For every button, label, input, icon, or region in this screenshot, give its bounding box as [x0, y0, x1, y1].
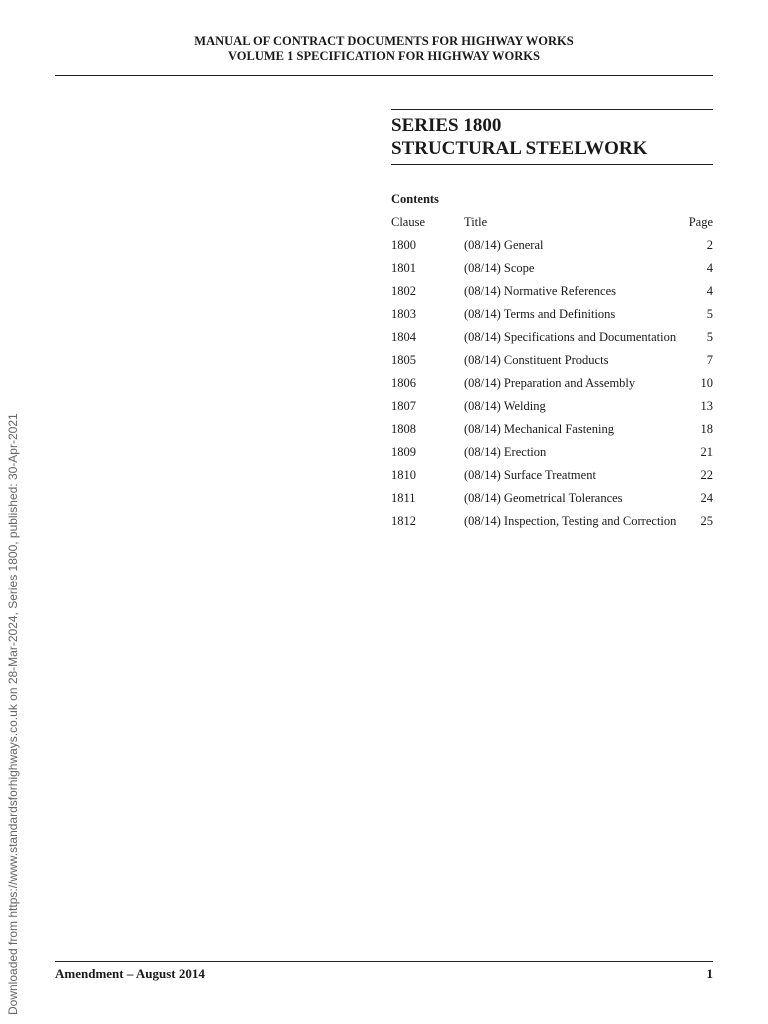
footer-page-number: 1: [706, 966, 713, 981]
row-page: 2: [706, 238, 713, 252]
header-volume-title: VOLUME 1 SPECIFICATION FOR HIGHWAY WORKS: [228, 49, 540, 63]
row-clause: 1803: [391, 307, 416, 321]
row-page: 5: [706, 307, 713, 321]
contents-header-row: [391, 215, 713, 238]
series-name: STRUCTURAL STEELWORK: [391, 138, 648, 159]
row-title: (08/14) Mechanical Fastening: [464, 422, 614, 436]
row-clause: 1812: [391, 514, 416, 528]
row-page: 5: [706, 330, 713, 344]
contents-row: [391, 491, 713, 514]
contents-row: [391, 307, 713, 330]
row-clause: 1808: [391, 422, 416, 436]
contents-row: [391, 468, 713, 491]
row-title: (08/14) Specifications and Documentation: [464, 330, 677, 344]
row-page: 7: [706, 353, 713, 367]
column-header-page: Page: [688, 215, 713, 229]
row-clause: 1805: [391, 353, 416, 367]
contents-row: [391, 422, 713, 445]
row-clause: 1810: [391, 468, 416, 482]
row-page: 4: [706, 261, 713, 275]
row-clause: 1807: [391, 399, 416, 413]
contents-row: [391, 330, 713, 353]
footer-divider: [55, 961, 713, 962]
contents-row: [391, 445, 713, 468]
series-top-divider: [391, 109, 713, 110]
row-title: (08/14) Scope: [464, 261, 535, 275]
contents-row: [391, 353, 713, 376]
row-title: (08/14) Surface Treatment: [464, 468, 596, 482]
row-page: 10: [700, 376, 713, 390]
row-page: 18: [700, 422, 713, 436]
contents-row: [391, 238, 713, 261]
header-divider: [55, 75, 713, 76]
row-page: 21: [700, 445, 713, 459]
row-clause: 1809: [391, 445, 416, 459]
row-clause: 1800: [391, 238, 416, 252]
row-clause: 1804: [391, 330, 416, 344]
series-title: [391, 114, 647, 160]
series-number: SERIES 1800: [391, 115, 502, 136]
document-header: [55, 34, 713, 64]
row-clause: 1811: [391, 491, 416, 505]
contents-table: [391, 215, 713, 537]
row-title: (08/14) General: [464, 238, 544, 252]
row-clause: 1802: [391, 284, 416, 298]
header-manual-title: MANUAL OF CONTRACT DOCUMENTS FOR HIGHWAY WORKS: [194, 34, 574, 48]
row-title: (08/14) Terms and Definitions: [464, 307, 616, 321]
row-title: (08/14) Geometrical Tolerances: [464, 491, 623, 505]
contents-row: [391, 261, 713, 284]
contents-row: [391, 376, 713, 399]
series-bottom-divider: [391, 164, 713, 165]
row-title: (08/14) Inspection, Testing and Correction: [464, 514, 677, 528]
contents-heading: Contents: [391, 192, 439, 206]
contents-row: [391, 514, 713, 537]
row-page: 25: [700, 514, 713, 528]
footer-amendment: Amendment – August 2014: [55, 966, 205, 981]
row-title: (08/14) Welding: [464, 399, 546, 413]
row-clause: 1801: [391, 261, 416, 275]
row-page: 13: [700, 399, 713, 413]
download-watermark: Downloaded from https://www.standardsforhighways.co.uk on 28-Mar-2024, Series 1800, published: 30-Apr-2021: [6, 413, 20, 1015]
row-clause: 1806: [391, 376, 416, 390]
row-title: (08/14) Normative References: [464, 284, 617, 298]
column-header-clause: Clause: [391, 215, 426, 229]
row-page: 4: [706, 284, 713, 298]
column-header-title: Title: [464, 215, 488, 229]
row-title: (08/14) Constituent Products: [464, 353, 609, 367]
row-page: 24: [700, 491, 713, 505]
row-title: (08/14) Erection: [464, 445, 547, 459]
row-title: (08/14) Preparation and Assembly: [464, 376, 636, 390]
contents-row: [391, 284, 713, 307]
contents-row: [391, 399, 713, 422]
row-page: 22: [700, 468, 713, 482]
